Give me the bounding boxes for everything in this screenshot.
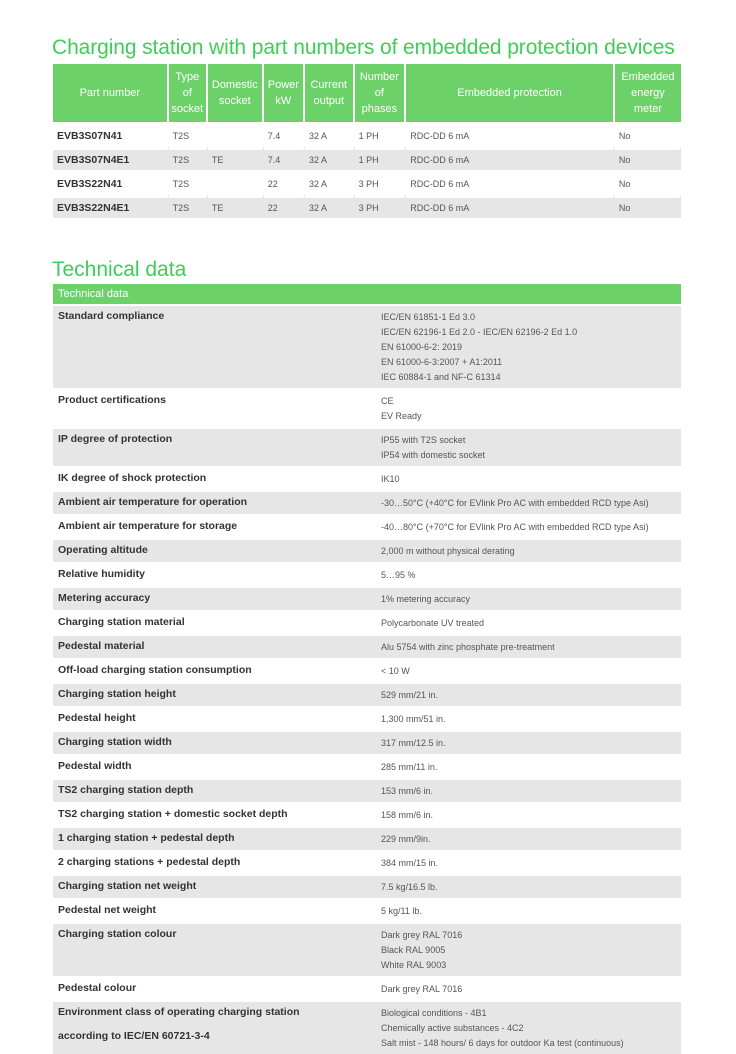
row-label xyxy=(53,610,376,634)
row-value-line: 285 mm/11 in. xyxy=(381,762,438,772)
row-value-line: -30…50°C (+40°C for EVlink Pro AC with embedded RCD type Asi) xyxy=(381,498,649,508)
row-label-text: 2 charging stations + pedestal depth xyxy=(58,856,241,868)
table-row xyxy=(53,194,681,218)
row-label-text: Pedestal net weight xyxy=(58,904,157,916)
row-value-line: 153 mm/6 in. xyxy=(381,786,434,796)
row-label-text: 1 charging station + pedestal depth xyxy=(58,832,235,844)
row-label xyxy=(53,427,376,466)
table-row xyxy=(53,388,681,427)
row-label-text: Pedestal height xyxy=(58,712,136,724)
cell-protection: RDC-DD 6 mA xyxy=(406,122,615,146)
table-header: Technical data xyxy=(53,284,681,304)
table-row xyxy=(53,490,681,514)
row-label-text: Charging station colour xyxy=(58,928,177,940)
col-header: Embedded energy meter xyxy=(615,64,681,122)
cell-power: 22 xyxy=(264,170,305,194)
table-row xyxy=(53,922,681,976)
table-row xyxy=(53,427,681,466)
table-row xyxy=(53,658,681,682)
section-title-technical-data: Technical data xyxy=(52,258,187,281)
row-value-line: 158 mm/6 in. xyxy=(381,810,434,820)
row-value xyxy=(376,658,681,682)
row-value-line: EV Ready xyxy=(381,411,422,421)
row-value xyxy=(376,730,681,754)
cell-socket: T2S xyxy=(169,194,208,218)
table-row xyxy=(53,562,681,586)
cell-domestic: TE xyxy=(208,146,264,170)
cell-phases: 3 PH xyxy=(355,194,407,218)
cell-power: 7.4 xyxy=(264,146,305,170)
row-value xyxy=(376,802,681,826)
row-label xyxy=(53,562,376,586)
row-label-text: TS2 charging station + domestic socket depth xyxy=(58,808,288,820)
row-value-line: White RAL 9003 xyxy=(381,960,447,970)
row-value xyxy=(376,778,681,802)
table-row xyxy=(53,706,681,730)
row-label xyxy=(53,490,376,514)
row-value xyxy=(376,754,681,778)
row-value xyxy=(376,1000,681,1054)
row-label-text: Pedestal colour xyxy=(58,982,137,994)
row-value-line: 5 kg/11 lb. xyxy=(381,906,422,916)
row-value-line: 529 mm/21 in. xyxy=(381,690,439,700)
row-value xyxy=(376,304,681,388)
row-label-text: Product certifications xyxy=(58,394,166,406)
row-label xyxy=(53,304,376,388)
cell-socket: T2S xyxy=(169,122,208,146)
row-label xyxy=(53,730,376,754)
row-label xyxy=(53,976,376,1000)
row-value-line: Alu 5754 with zinc phosphate pre-treatment xyxy=(381,642,555,652)
row-label-text: IP degree of protection xyxy=(58,433,173,445)
row-value xyxy=(376,850,681,874)
row-label xyxy=(53,538,376,562)
row-value xyxy=(376,586,681,610)
row-label-text: according to IEC/EN 60721-3-4 xyxy=(58,1030,210,1042)
table-row xyxy=(53,466,681,490)
row-value xyxy=(376,427,681,466)
row-label-text: IK degree of shock protection xyxy=(58,472,207,484)
row-value xyxy=(376,874,681,898)
row-label-text: TS2 charging station depth xyxy=(58,784,194,796)
row-label-text: Charging station net weight xyxy=(58,880,197,892)
row-value xyxy=(376,490,681,514)
table-row xyxy=(53,1000,681,1054)
row-label xyxy=(53,922,376,976)
row-label xyxy=(53,658,376,682)
col-header: Part number xyxy=(53,64,169,122)
row-value-line: 1% metering accuracy xyxy=(381,594,471,604)
row-label-text: Charging station material xyxy=(58,616,185,628)
row-label-text: Ambient air temperature for storage xyxy=(58,520,238,532)
col-header: Number of phases xyxy=(355,64,407,122)
row-label xyxy=(53,682,376,706)
row-label xyxy=(53,778,376,802)
row-value xyxy=(376,514,681,538)
table-header-row xyxy=(53,284,681,304)
row-value xyxy=(376,976,681,1000)
row-value-line: 1,300 mm/51 in. xyxy=(381,714,446,724)
table-row xyxy=(53,826,681,850)
table-row xyxy=(53,976,681,1000)
row-label-text: Metering accuracy xyxy=(58,592,151,604)
row-label xyxy=(53,586,376,610)
row-value-line: Biological conditions - 4B1 xyxy=(381,1008,487,1018)
cell-current: 32 A xyxy=(305,122,355,146)
cell-phases: 1 PH xyxy=(355,146,407,170)
row-value-line: Black RAL 9005 xyxy=(381,945,446,955)
table-row xyxy=(53,122,681,146)
row-value-line: IEC 60884-1 and NF-C 61314 xyxy=(381,372,501,382)
row-label-text: Charging station height xyxy=(58,688,176,700)
cell-current: 32 A xyxy=(305,170,355,194)
cell-socket: T2S xyxy=(169,146,208,170)
cell-protection: RDC-DD 6 mA xyxy=(406,146,615,170)
row-value-line: Salt mist - 148 hours/ 6 days for outdoor Ka test (continuous) xyxy=(381,1038,624,1048)
row-value xyxy=(376,610,681,634)
cell-meter: No xyxy=(615,170,681,194)
col-header: Current output xyxy=(305,64,355,122)
cell-power: 22 xyxy=(264,194,305,218)
section-title-part-numbers: Charging station with part numbers of embedded protection devices xyxy=(52,36,675,59)
row-value-line: EN 61000-6-2: 2019 xyxy=(381,342,463,352)
part-numbers-table xyxy=(53,64,681,218)
row-label xyxy=(53,514,376,538)
row-label xyxy=(53,802,376,826)
cell-part-number: EVB3S07N4E1 xyxy=(53,146,169,170)
row-value-line: Chemically active substances - 4C2 xyxy=(381,1023,524,1033)
row-value xyxy=(376,562,681,586)
row-value xyxy=(376,826,681,850)
cell-part-number: EVB3S22N4E1 xyxy=(53,194,169,218)
row-label-text: Operating altitude xyxy=(58,544,148,556)
cell-domestic: TE xyxy=(208,194,264,218)
row-value-line: 5…95 % xyxy=(381,570,416,580)
table-row xyxy=(53,538,681,562)
row-value-line: CE xyxy=(381,396,394,406)
row-label-text: Pedestal material xyxy=(58,640,145,652)
cell-part-number: EVB3S07N41 xyxy=(53,122,169,146)
cell-meter: No xyxy=(615,194,681,218)
table-row xyxy=(53,170,681,194)
row-label-text: Ambient air temperature for operation xyxy=(58,496,248,508)
row-label-text: Relative humidity xyxy=(58,568,145,580)
cell-phases: 3 PH xyxy=(355,170,407,194)
col-header: Embedded protection xyxy=(406,64,615,122)
row-value-line: -40…80°C (+70°C for EVlink Pro AC with embedded RCD type Asi) xyxy=(381,522,649,532)
table-row xyxy=(53,514,681,538)
row-value xyxy=(376,634,681,658)
row-label-text: Standard compliance xyxy=(58,310,165,322)
row-value xyxy=(376,898,681,922)
cell-protection: RDC-DD 6 mA xyxy=(406,170,615,194)
row-label xyxy=(53,1000,376,1054)
table-row xyxy=(53,610,681,634)
row-label xyxy=(53,634,376,658)
table-row xyxy=(53,586,681,610)
row-label xyxy=(53,706,376,730)
table-row xyxy=(53,682,681,706)
table-row xyxy=(53,730,681,754)
row-label xyxy=(53,388,376,427)
row-value-line: 384 mm/15 in. xyxy=(381,858,439,868)
cell-protection: RDC-DD 6 mA xyxy=(406,194,615,218)
row-value-line: IP54 with domestic socket xyxy=(381,450,486,460)
row-value-line: 7.5 kg/16.5 lb. xyxy=(381,882,438,892)
table-row xyxy=(53,850,681,874)
cell-phases: 1 PH xyxy=(355,122,407,146)
table-row xyxy=(53,898,681,922)
cell-domestic xyxy=(208,122,264,146)
cell-power: 7.4 xyxy=(264,122,305,146)
row-value-line: IP55 with T2S socket xyxy=(381,435,466,445)
table-row xyxy=(53,802,681,826)
cell-domestic xyxy=(208,170,264,194)
row-label-text: Charging station width xyxy=(58,736,172,748)
row-value xyxy=(376,538,681,562)
cell-meter: No xyxy=(615,146,681,170)
row-label xyxy=(53,466,376,490)
cell-current: 32 A xyxy=(305,194,355,218)
table-row xyxy=(53,146,681,170)
row-label xyxy=(53,850,376,874)
row-label-text: Environment class of operating charging station xyxy=(58,1006,300,1018)
technical-data-body xyxy=(53,304,681,1054)
cell-current: 32 A xyxy=(305,146,355,170)
row-value-line: IEC/EN 61851-1 Ed 3.0 xyxy=(381,312,476,322)
table-row xyxy=(53,754,681,778)
row-value-line: EN 61000-6-3:2007 + A1:2011 xyxy=(381,357,503,367)
row-label xyxy=(53,898,376,922)
row-value-line: Dark grey RAL 7016 xyxy=(381,984,463,994)
row-value xyxy=(376,388,681,427)
table-row xyxy=(53,304,681,388)
row-value xyxy=(376,706,681,730)
cell-socket: T2S xyxy=(169,170,208,194)
col-header: Power kW xyxy=(264,64,305,122)
row-value-line: 317 mm/12.5 in. xyxy=(381,738,446,748)
cell-meter: No xyxy=(615,122,681,146)
row-value-line: IEC/EN 62196-1 Ed 2.0 - IEC/EN 62196-2 Ed 1.0 xyxy=(381,327,578,337)
row-label-text: Off-load charging station consumption xyxy=(58,664,252,676)
row-label-text: Pedestal width xyxy=(58,760,132,772)
row-value-line: Polycarbonate UV treated xyxy=(381,618,485,628)
cell-part-number: EVB3S22N41 xyxy=(53,170,169,194)
row-label xyxy=(53,754,376,778)
row-label xyxy=(53,826,376,850)
row-value xyxy=(376,922,681,976)
col-header: Domestic socket xyxy=(208,64,264,122)
row-value-line: IK10 xyxy=(381,474,400,484)
row-value xyxy=(376,466,681,490)
row-value-line: Dark grey RAL 7016 xyxy=(381,930,463,940)
table-row xyxy=(53,874,681,898)
technical-data-table xyxy=(53,284,681,1054)
row-value-line: 229 mm/9in. xyxy=(381,834,431,844)
col-header: Type of socket xyxy=(169,64,208,122)
row-value-line: 2,000 m without physical derating xyxy=(381,546,515,556)
row-label xyxy=(53,874,376,898)
row-value-line: < 10 W xyxy=(381,666,410,676)
table-row xyxy=(53,634,681,658)
table-header-row xyxy=(53,64,681,122)
table-row xyxy=(53,778,681,802)
row-value xyxy=(376,682,681,706)
